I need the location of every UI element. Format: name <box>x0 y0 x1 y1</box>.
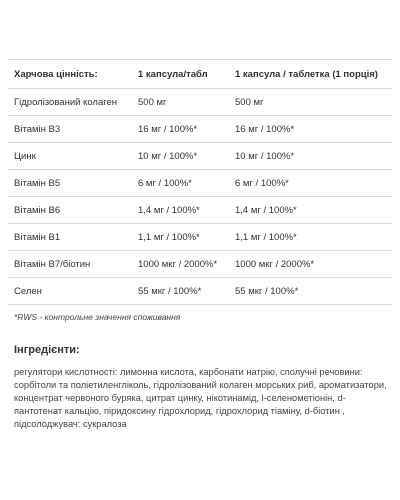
per-unit-value: 1,1 мг / 100%* <box>138 231 200 243</box>
table-row <box>8 251 392 278</box>
per-unit-value: 10 мг / 100%* <box>138 150 198 162</box>
per-unit-value: 55 мкг / 100%* <box>138 285 202 297</box>
per-unit-value: 16 мг / 100%* <box>138 123 198 135</box>
header-nutrient: Харчова цінність: <box>14 68 98 80</box>
per-serving-value: 55 мкг / 100%* <box>235 285 299 297</box>
nutrition-table <box>8 59 392 305</box>
ingredients-line: регулятори кислотності: лимонна кислота, карбонати натрію, сполучні речовини: <box>14 367 363 377</box>
nutrient-name: Вітамін B6 <box>14 204 61 216</box>
per-serving-value: 1,1 мг / 100%* <box>235 231 297 243</box>
ingredients-title: Інгредієнти: <box>14 344 80 356</box>
nutrient-name: Вітамін B1 <box>14 231 61 243</box>
nutrient-name: Вітамін B7/біотин <box>14 258 91 270</box>
ingredients-line: підсолоджувач: сукралоза <box>14 419 127 429</box>
nutrient-name: Вітамін B3 <box>14 123 61 135</box>
table-row <box>8 197 392 224</box>
nutrient-name: Цинк <box>14 150 36 162</box>
per-serving-value: 500 мг <box>235 96 264 108</box>
table-row <box>8 170 392 197</box>
nutrient-name: Вітамін B5 <box>14 177 61 189</box>
ingredients-line: пантотенат кальцію, піридоксину гідрохлорид, гідрохлорид тіаміну, d-біотин , <box>14 406 346 416</box>
per-unit-value: 1000 мкг / 2000%* <box>138 258 218 270</box>
per-unit-value: 500 мг <box>138 96 167 108</box>
table-row <box>8 278 392 305</box>
header-per-serving: 1 капсула / таблетка (1 порція) <box>235 68 378 80</box>
ingredients-text <box>14 366 392 431</box>
per-serving-value: 10 мг / 100%* <box>235 150 295 162</box>
table-row <box>8 143 392 170</box>
table-row <box>8 89 392 116</box>
header-per-unit: 1 капсула/табл <box>138 68 208 80</box>
ingredients-line: сорбітоли та поліетиленгліколь, гідролізований колаген морських риб, ароматизатори, <box>14 380 387 390</box>
table-row <box>8 116 392 143</box>
table-row <box>8 224 392 251</box>
per-serving-value: 16 мг / 100%* <box>235 123 295 135</box>
per-unit-value: 1,4 мг / 100%* <box>138 204 200 216</box>
ingredients-line: концентрат червоного буряка, цитрат цинку, нікотинамід, l-селенометіонін, d- <box>14 393 346 403</box>
rws-footnote: *RWS - контрольне значення споживання <box>14 312 181 322</box>
table-header-row <box>8 60 392 89</box>
nutrient-name: Гідролізований колаген <box>14 96 118 108</box>
per-serving-value: 1,4 мг / 100%* <box>235 204 297 216</box>
per-serving-value: 6 мг / 100%* <box>235 177 289 189</box>
per-unit-value: 6 мг / 100%* <box>138 177 192 189</box>
nutrient-name: Селен <box>14 285 42 297</box>
per-serving-value: 1000 мкг / 2000%* <box>235 258 315 270</box>
